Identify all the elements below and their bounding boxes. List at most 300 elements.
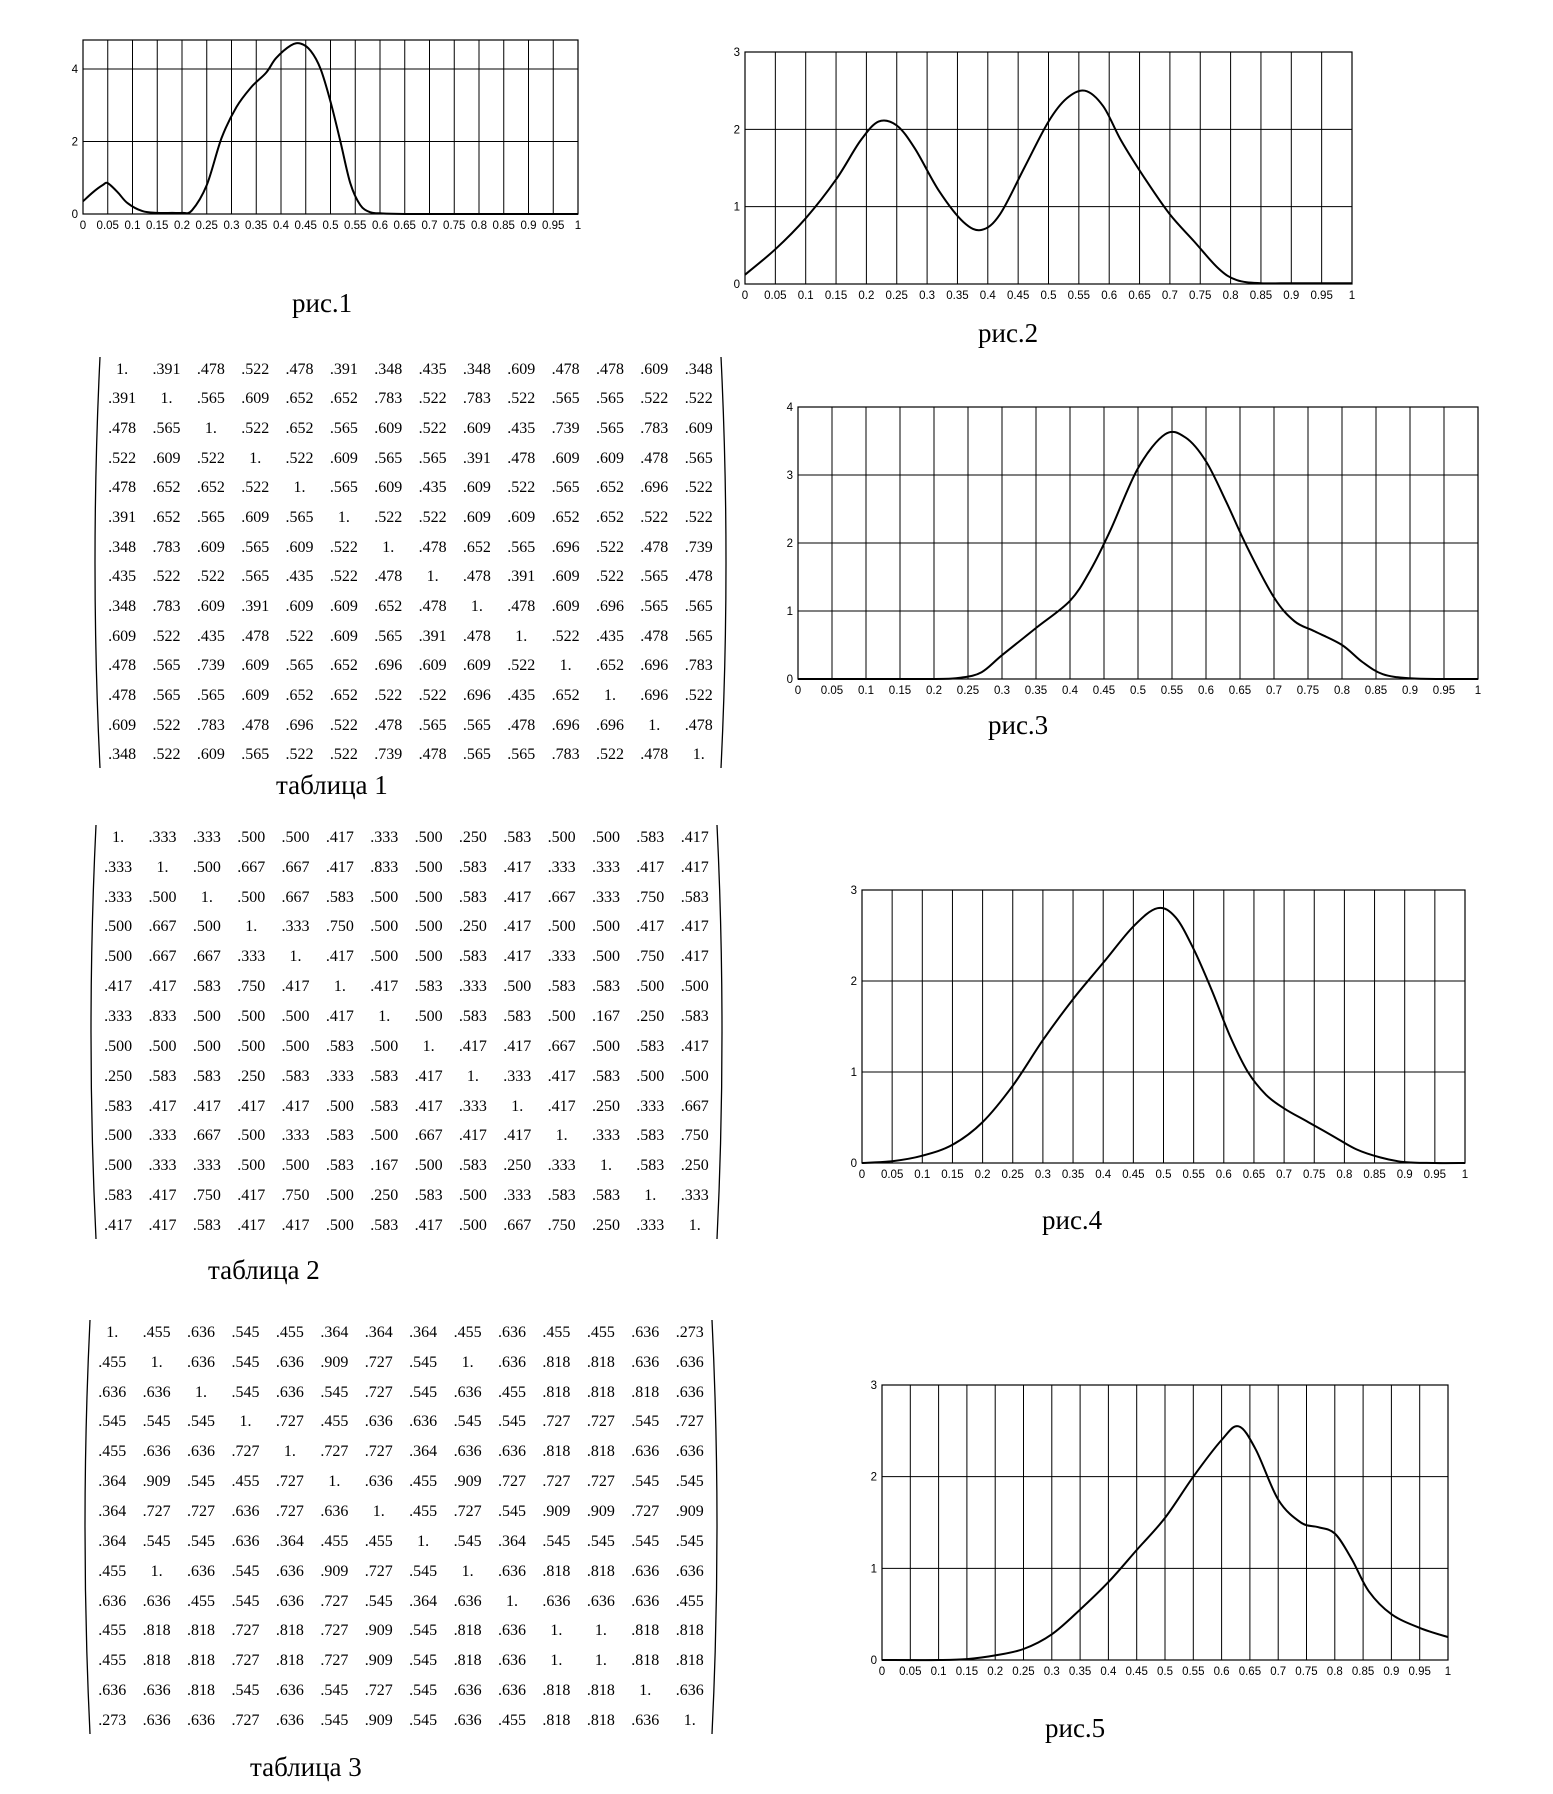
- matrix-cell: .636: [498, 1353, 526, 1371]
- matrix-cell: .609: [462, 420, 491, 438]
- y-tick-label: 4: [786, 402, 793, 414]
- matrix-cell: .545: [675, 1532, 704, 1550]
- x-tick-label: 0.85: [1351, 1666, 1375, 1678]
- chart-svg-fig4: [850, 885, 1469, 1185]
- matrix-cell: .636: [631, 1562, 660, 1580]
- matrix-cell: .818: [542, 1443, 571, 1461]
- matrix-cell: .609: [507, 360, 536, 378]
- matrix-cell: .818: [187, 1682, 216, 1700]
- matrix-cell: .333: [325, 1067, 354, 1085]
- matrix-cell: .522: [152, 627, 181, 645]
- matrix-cell: .636: [498, 1652, 526, 1670]
- matrix-cell: .250: [591, 1216, 620, 1234]
- matrix-cell: .391: [152, 360, 181, 378]
- matrix-cell: .333: [148, 1157, 177, 1175]
- matrix-cell: .750: [281, 1187, 310, 1205]
- matrix-cell: .364: [498, 1532, 526, 1550]
- matrix-cell: .500: [414, 1007, 443, 1025]
- matrix-cell: .545: [409, 1711, 438, 1729]
- chart-fig4: [850, 885, 1469, 1185]
- matrix-cell: .417: [503, 1037, 532, 1055]
- matrix-cell: .696: [640, 479, 669, 497]
- chart-svg-fig3: [786, 402, 1482, 701]
- matrix-cell: .333: [104, 888, 133, 906]
- matrix-cell: .417: [547, 1097, 576, 1115]
- x-tick-label: 0.35: [946, 290, 969, 302]
- matrix-cell: .500: [281, 828, 310, 846]
- matrix-cell: .522: [507, 390, 536, 408]
- matrix-cell: .727: [498, 1473, 526, 1491]
- matrix-cell: .565: [196, 509, 225, 527]
- matrix-cell: .609: [462, 509, 491, 527]
- matrix-cell: .455: [409, 1473, 438, 1491]
- matrix-cell: 1.: [692, 746, 705, 764]
- chart-fig3: [786, 402, 1482, 701]
- matrix-cell: .609: [374, 479, 403, 497]
- x-tick-label: 0.65: [1242, 1169, 1266, 1181]
- x-tick-label: 0.4: [273, 220, 289, 232]
- x-tick-label: 0.75: [1296, 685, 1320, 697]
- matrix-cell: 1.: [688, 1216, 701, 1234]
- matrix-cell: .909: [364, 1711, 393, 1729]
- matrix-cell: .909: [142, 1473, 171, 1491]
- matrix-cell: .478: [108, 657, 137, 675]
- matrix-cell: 1.: [204, 420, 217, 438]
- matrix-cell: .636: [631, 1323, 660, 1341]
- matrix-cell: .636: [142, 1443, 171, 1461]
- matrix-cell: .545: [320, 1711, 349, 1729]
- matrix-cell: .636: [453, 1383, 482, 1401]
- matrix-cell: .417: [636, 858, 665, 876]
- matrix-cell: .333: [458, 1097, 487, 1115]
- matrix-cell: .478: [241, 716, 270, 734]
- x-tick-label: 0.4: [979, 290, 996, 302]
- matrix-cell: .583: [325, 888, 354, 906]
- matrix-cell: .818: [142, 1622, 171, 1640]
- matrix-cell: .478: [374, 716, 403, 734]
- x-tick-label: 0.35: [1024, 685, 1048, 697]
- matrix-cell: .545: [586, 1532, 615, 1550]
- x-tick-label: 0.6: [1215, 1169, 1232, 1181]
- matrix-cell: .522: [684, 509, 713, 527]
- matrix-cell: 1.: [378, 1007, 391, 1025]
- x-tick-label: 0.1: [858, 685, 874, 697]
- matrix-cell: .545: [320, 1682, 349, 1700]
- matrix-cell: .250: [237, 1067, 266, 1085]
- matrix-cell: .583: [414, 978, 443, 996]
- x-tick-label: 0.55: [344, 220, 367, 232]
- matrix-cell: .652: [329, 657, 358, 675]
- matrix-cell: .609: [418, 657, 447, 675]
- matrix-cell: .455: [364, 1532, 393, 1550]
- chart-svg-fig5: [870, 1380, 1452, 1682]
- matrix-cell: .478: [640, 538, 669, 556]
- matrix-cell: .545: [409, 1562, 438, 1580]
- matrix-cell: .545: [187, 1413, 216, 1431]
- x-tick-label: 0.65: [1128, 290, 1151, 302]
- matrix-cell: .909: [320, 1562, 349, 1580]
- matrix-cell: .417: [503, 888, 532, 906]
- x-tick-label: 0.35: [1068, 1666, 1092, 1678]
- matrix-row: [96, 1092, 717, 1122]
- chart-fig1: [71, 40, 582, 236]
- matrix-cell: .636: [231, 1502, 260, 1520]
- matrix-cell: .478: [551, 360, 580, 378]
- matrix-cell: .583: [591, 978, 620, 996]
- matrix-cell: .333: [547, 948, 576, 966]
- matrix-cell: .478: [418, 597, 447, 615]
- matrix-cell: .417: [503, 948, 532, 966]
- matrix-cell: .522: [684, 390, 713, 408]
- matrix-cell: .636: [142, 1592, 171, 1610]
- matrix-cell: .818: [542, 1383, 571, 1401]
- matrix-cell: .455: [498, 1711, 526, 1729]
- matrix-cell: .333: [591, 858, 620, 876]
- matrix-cell: .522: [285, 627, 314, 645]
- matrix-cell: .500: [370, 918, 399, 936]
- matrix-cell: .583: [503, 828, 532, 846]
- matrix-cell: .545: [631, 1413, 660, 1431]
- matrix-cell: .250: [680, 1157, 709, 1175]
- matrix-cell: .636: [364, 1413, 393, 1431]
- matrix-cell: .417: [325, 858, 354, 876]
- matrix-cell: .522: [329, 746, 358, 764]
- matrix-cell: .583: [192, 978, 221, 996]
- matrix-cell: 1.: [112, 828, 125, 846]
- matrix-cell: .522: [640, 390, 669, 408]
- matrix-cell: .500: [414, 918, 443, 936]
- matrix-cell: .818: [275, 1652, 304, 1670]
- matrix-cell: .696: [551, 538, 580, 556]
- matrix-cell: 1.: [293, 479, 306, 497]
- x-tick-label: 0.95: [1423, 1169, 1447, 1181]
- right-paren: [712, 1320, 717, 1734]
- x-tick-label: 0.9: [1383, 1666, 1400, 1678]
- matrix-cell: .565: [640, 568, 669, 586]
- matrix-cell: 1.: [644, 1187, 657, 1205]
- matrix-cell: .583: [104, 1187, 133, 1205]
- matrix-cell: .727: [231, 1622, 260, 1640]
- matrix-cell: .565: [241, 746, 270, 764]
- matrix-cell: .333: [281, 918, 310, 936]
- matrix-cell: .417: [325, 1007, 354, 1025]
- matrix-row: [96, 942, 717, 972]
- matrix-cell: .333: [104, 1007, 133, 1025]
- matrix-row: [90, 1318, 712, 1348]
- matrix-cell: .364: [98, 1502, 127, 1520]
- matrix-cell: .478: [507, 716, 536, 734]
- matrix-row: [96, 853, 717, 883]
- matrix-cell: .583: [591, 1187, 620, 1205]
- matrix-cell: .727: [453, 1502, 482, 1520]
- matrix-cell: .455: [275, 1323, 304, 1341]
- matrix-cell: .636: [142, 1383, 171, 1401]
- matrix-cell: 1.: [594, 1622, 607, 1640]
- x-tick-label: 0.05: [820, 685, 844, 697]
- matrix-cell: .609: [241, 686, 270, 704]
- matrix-cell: .500: [325, 1187, 354, 1205]
- caption-table3: таблица 3: [250, 1752, 362, 1782]
- matrix-cell: .545: [231, 1682, 260, 1700]
- matrix-cell: .455: [98, 1652, 127, 1670]
- matrix-cell: .636: [453, 1711, 482, 1729]
- matrix-cell: .609: [241, 390, 270, 408]
- matrix-cell: .455: [142, 1323, 171, 1341]
- matrix-cell: .417: [680, 1037, 709, 1055]
- x-tick-label: 0.5: [1155, 1169, 1172, 1181]
- matrix-cell: .167: [370, 1157, 399, 1175]
- matrix-cell: .545: [98, 1413, 127, 1431]
- matrix-cell: .667: [192, 1127, 221, 1145]
- matrix-cell: .583: [458, 1157, 487, 1175]
- matrix-cell: .583: [325, 1037, 354, 1055]
- matrix-cell: .333: [636, 1216, 665, 1234]
- matrix-cell: 1.: [426, 568, 439, 586]
- matrix-cell: .435: [418, 360, 447, 378]
- matrix-cell: 1.: [245, 918, 258, 936]
- matrix-cell: .727: [586, 1473, 615, 1491]
- matrix-cell: .500: [414, 888, 443, 906]
- caption-fig4: рис.4: [1042, 1205, 1103, 1235]
- matrix-cell: .727: [586, 1413, 615, 1431]
- matrix-cell: .500: [370, 888, 399, 906]
- matrix-cell: .652: [462, 538, 491, 556]
- matrix-cell: .522: [640, 509, 669, 527]
- matrix-row: [90, 1706, 712, 1736]
- matrix-cell: .583: [458, 1007, 487, 1025]
- matrix-cell: .609: [196, 597, 225, 615]
- matrix-cell: .636: [187, 1323, 216, 1341]
- matrix-cell: .500: [547, 1007, 576, 1025]
- matrix-cell: .667: [680, 1097, 709, 1115]
- x-tick-label: 0: [794, 685, 802, 697]
- matrix-cell: .417: [237, 1097, 266, 1115]
- x-tick-label: 0.5: [1130, 685, 1146, 697]
- matrix-cell: .545: [453, 1413, 482, 1431]
- matrix-cell: .652: [374, 597, 403, 615]
- matrix-cell: .455: [320, 1532, 349, 1550]
- matrix-cell: .583: [192, 1216, 221, 1234]
- matrix-cell: .417: [370, 978, 399, 996]
- x-tick-label: 0: [79, 220, 87, 232]
- matrix-cell: 1.: [239, 1413, 252, 1431]
- y-tick-label: 4: [71, 64, 78, 76]
- matrix-cell: .500: [680, 978, 709, 996]
- matrix-cell: .565: [640, 597, 669, 615]
- matrix-cell: 1.: [594, 1652, 607, 1670]
- matrix-cell: .727: [364, 1353, 393, 1371]
- matrix-cell: .636: [275, 1682, 304, 1700]
- matrix-cell: .522: [595, 538, 624, 556]
- matrix-cell: 1.: [150, 1562, 163, 1580]
- matrix-cell: .455: [542, 1323, 571, 1341]
- y-tick-label: 0: [733, 279, 740, 291]
- matrix-cell: 1.: [150, 1353, 163, 1371]
- matrix-cell: .478: [640, 746, 669, 764]
- matrix-cell: .348: [108, 746, 137, 764]
- matrix-cell: .333: [148, 828, 177, 846]
- matrix-cell: .348: [374, 360, 403, 378]
- x-tick-label: 0.8: [1222, 290, 1239, 302]
- matrix-cell: .455: [586, 1323, 615, 1341]
- matrix-cell: 1.: [283, 1443, 296, 1461]
- matrix-row: [96, 972, 717, 1002]
- matrix-cell: .667: [192, 948, 221, 966]
- chart-svg-fig2: [733, 47, 1356, 306]
- right-paren: [717, 825, 722, 1239]
- matrix-cell: 1.: [639, 1682, 652, 1700]
- matrix-cell: .636: [453, 1443, 482, 1461]
- x-tick-label: 0.95: [1310, 290, 1333, 302]
- matrix-row: [100, 533, 721, 563]
- matrix-cell: .565: [684, 597, 713, 615]
- matrix-cell: .583: [370, 1216, 399, 1234]
- matrix-cell: .583: [192, 1067, 221, 1085]
- x-tick-label: 0.05: [764, 290, 787, 302]
- x-tick-label: 0.4: [1062, 685, 1078, 697]
- matrix-cell: .522: [196, 568, 225, 586]
- matrix-row: [90, 1408, 712, 1438]
- matrix-cell: .609: [108, 716, 137, 734]
- matrix-cell: .500: [680, 1067, 709, 1085]
- matrix-cell: .500: [148, 1037, 177, 1055]
- x-tick-label: 0.7: [1276, 1169, 1293, 1181]
- matrix-cell: 1.: [106, 1323, 119, 1341]
- matrix-cell: .609: [595, 449, 624, 467]
- matrix-cell: .818: [542, 1682, 571, 1700]
- matrix-cell: .545: [409, 1652, 438, 1670]
- matrix-cell: .500: [370, 948, 399, 966]
- matrix-cell: .667: [414, 1127, 443, 1145]
- matrix-cell: .417: [680, 828, 709, 846]
- y-tick-label: 1: [870, 1563, 877, 1576]
- x-tick-label: 0.15: [955, 1666, 979, 1678]
- matrix-cell: .391: [108, 390, 137, 408]
- matrix-row: [100, 503, 721, 533]
- matrix-cell: .818: [453, 1622, 482, 1640]
- x-tick-label: 1: [1348, 290, 1356, 302]
- matrix-cell: .909: [586, 1502, 615, 1520]
- matrix-cell: .909: [542, 1502, 571, 1520]
- matrix-cell: .500: [104, 918, 133, 936]
- matrix-cell: .636: [586, 1592, 615, 1610]
- matrix-cell: .545: [675, 1473, 704, 1491]
- x-tick-label: 0: [878, 1666, 886, 1678]
- right-paren: [721, 357, 726, 768]
- chart-fig2: [733, 47, 1356, 306]
- matrix-cell: .565: [507, 538, 536, 556]
- caption-fig3: рис.3: [988, 710, 1049, 740]
- matrix-cell: .583: [547, 1187, 576, 1205]
- matrix-cell: .565: [551, 479, 580, 497]
- matrix-row: [100, 562, 721, 592]
- x-tick-label: 0.45: [1006, 290, 1030, 302]
- matrix-row: [96, 1211, 717, 1241]
- matrix-row: [90, 1437, 712, 1467]
- matrix-cell: .333: [104, 858, 133, 876]
- matrix-cell: .750: [237, 978, 266, 996]
- matrix-cell: .609: [196, 538, 225, 556]
- matrix-cell: .565: [329, 420, 358, 438]
- matrix-cell: .522: [329, 538, 358, 556]
- matrix-cell: .522: [507, 479, 536, 497]
- matrix-cell: .500: [237, 1127, 266, 1145]
- matrix-cell: .478: [462, 568, 491, 586]
- matrix-cell: .500: [237, 888, 266, 906]
- matrix-cell: .696: [640, 686, 669, 704]
- matrix-cell: .348: [108, 538, 137, 556]
- matrix-cell: .667: [503, 1216, 532, 1234]
- x-tick-label: 0: [741, 290, 749, 302]
- matrix-cell: .609: [329, 627, 358, 645]
- matrix-cell: .478: [640, 449, 669, 467]
- x-tick-label: 0.7: [1161, 290, 1178, 302]
- x-tick-label: 0.3: [919, 290, 936, 302]
- matrix-cell: .609: [684, 420, 713, 438]
- matrix-cell: .500: [192, 1007, 221, 1025]
- matrix-row: [96, 1032, 717, 1062]
- matrix-cell: .545: [231, 1323, 260, 1341]
- x-tick-label: 0.65: [1238, 1666, 1262, 1678]
- matrix-values: [96, 823, 717, 1241]
- matrix-cell: .455: [675, 1592, 704, 1610]
- matrix-cell: .500: [414, 948, 443, 966]
- matrix-cell: .636: [98, 1682, 127, 1700]
- matrix-row: [96, 823, 717, 853]
- x-tick-label: 0.8: [1336, 1169, 1353, 1181]
- matrix-table2: [84, 823, 729, 1241]
- matrix-row: [100, 385, 721, 415]
- matrix-cell: .727: [275, 1473, 304, 1491]
- matrix-cell: .750: [547, 1216, 576, 1234]
- x-tick-label: 0.05: [880, 1169, 904, 1181]
- x-tick-label: 0.1: [797, 290, 814, 302]
- x-tick-label: 0.1: [914, 1169, 931, 1181]
- matrix-cell: 1.: [461, 1353, 474, 1371]
- matrix-cell: .727: [231, 1652, 260, 1670]
- matrix-cell: .417: [547, 1067, 576, 1085]
- matrix-cell: .545: [187, 1473, 216, 1491]
- matrix-cell: .565: [152, 420, 181, 438]
- matrix-cell: .333: [636, 1097, 665, 1115]
- matrix-cell: .818: [631, 1383, 660, 1401]
- matrix-cell: .167: [591, 1007, 620, 1025]
- matrix-cell: .783: [462, 390, 491, 408]
- matrix-row: [90, 1497, 712, 1527]
- x-tick-label: 0.2: [174, 220, 190, 232]
- matrix-values: [90, 1318, 712, 1736]
- matrix-cell: .417: [636, 918, 665, 936]
- matrix-cell: .696: [551, 716, 580, 734]
- matrix-cell: .727: [320, 1622, 349, 1640]
- matrix-cell: .455: [453, 1323, 482, 1341]
- matrix-cell: 1.: [603, 686, 616, 704]
- matrix-cell: .522: [595, 746, 624, 764]
- x-tick-label: 0.4: [1100, 1666, 1117, 1678]
- matrix-cell: .478: [462, 627, 491, 645]
- y-tick-label: 3: [733, 47, 740, 59]
- matrix-cell: .478: [507, 597, 536, 615]
- matrix-cell: .333: [503, 1187, 532, 1205]
- matrix-cell: .565: [462, 716, 491, 734]
- matrix-cell: .333: [547, 858, 576, 876]
- matrix-cell: .727: [364, 1383, 393, 1401]
- matrix-cell: .818: [586, 1383, 615, 1401]
- matrix-cell: .348: [108, 597, 137, 615]
- matrix-row: [90, 1676, 712, 1706]
- matrix-cell: .783: [374, 390, 403, 408]
- y-tick-label: 2: [733, 124, 740, 137]
